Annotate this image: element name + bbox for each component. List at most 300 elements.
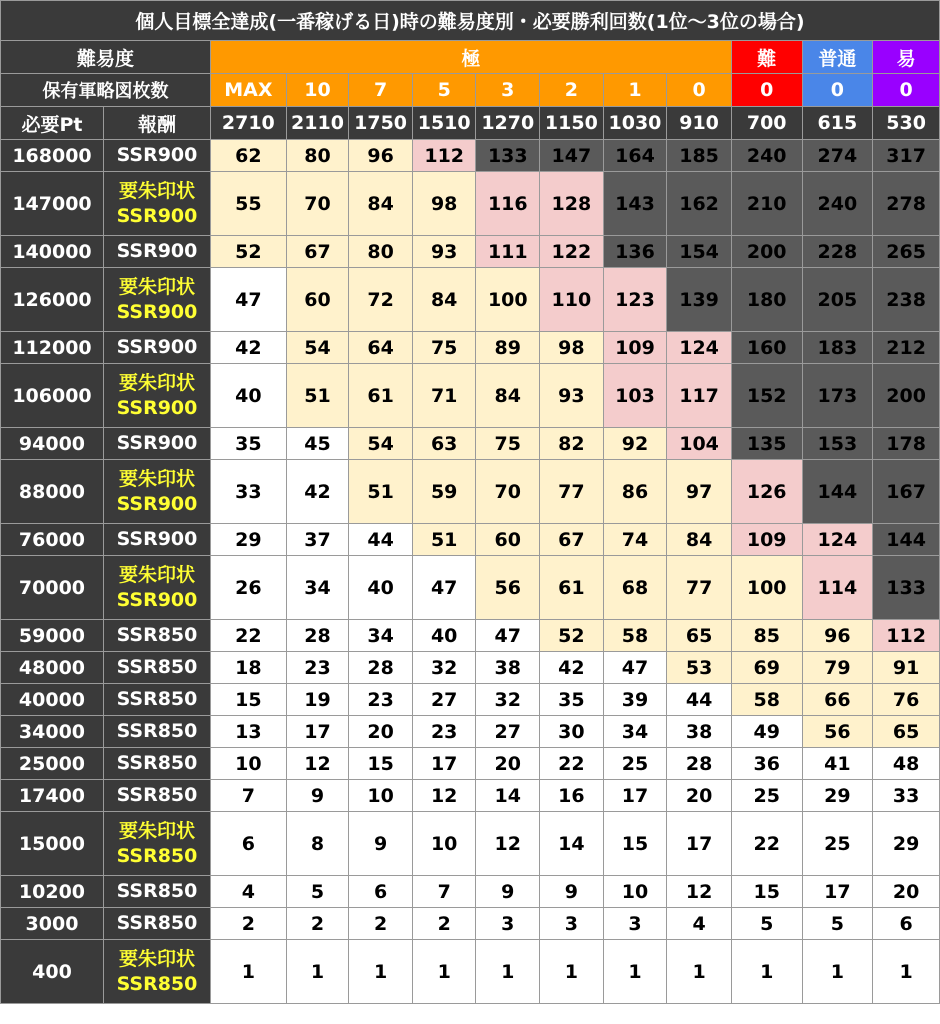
win-count-cell: 136 bbox=[603, 236, 667, 268]
points-cell: 700 bbox=[731, 107, 802, 140]
owned-cell: 0 bbox=[667, 74, 732, 107]
win-count-cell: 317 bbox=[873, 140, 940, 172]
win-count-cell: 75 bbox=[412, 332, 476, 364]
win-count-cell: 29 bbox=[210, 524, 286, 556]
reward-line: 要朱印状 bbox=[118, 179, 195, 202]
points-cell: 910 bbox=[667, 107, 732, 140]
win-count-cell: 18 bbox=[210, 652, 286, 684]
win-count-cell: 112 bbox=[873, 620, 940, 652]
win-count-cell: 58 bbox=[603, 620, 667, 652]
win-count-cell: 42 bbox=[540, 652, 604, 684]
win-count-cell: 12 bbox=[412, 780, 476, 812]
difficulty-row bbox=[1, 41, 940, 74]
win-count-cell: 71 bbox=[412, 364, 476, 428]
win-count-cell: 52 bbox=[540, 620, 604, 652]
win-count-cell: 12 bbox=[667, 876, 732, 908]
win-count-cell: 64 bbox=[349, 332, 413, 364]
win-count-cell: 178 bbox=[873, 428, 940, 460]
win-count-cell: 37 bbox=[286, 524, 349, 556]
owned-cell: 5 bbox=[412, 74, 476, 107]
win-count-cell: 65 bbox=[873, 716, 940, 748]
win-count-cell: 6 bbox=[873, 908, 940, 940]
table-row bbox=[1, 428, 940, 460]
reward-line: SSR900 bbox=[116, 432, 198, 454]
win-count-cell: 92 bbox=[603, 428, 667, 460]
win-count-cell: 28 bbox=[349, 652, 413, 684]
table-row bbox=[1, 716, 940, 748]
win-count-cell: 63 bbox=[412, 428, 476, 460]
win-count-cell: 200 bbox=[873, 364, 940, 428]
reward-cell bbox=[103, 236, 210, 268]
win-count-cell: 74 bbox=[603, 524, 667, 556]
win-count-cell: 52 bbox=[210, 236, 286, 268]
win-count-cell: 9 bbox=[286, 780, 349, 812]
win-count-cell: 116 bbox=[476, 172, 540, 236]
win-count-cell: 9 bbox=[349, 812, 413, 876]
reward-cell bbox=[103, 748, 210, 780]
win-count-cell: 44 bbox=[349, 524, 413, 556]
reward-cell bbox=[103, 364, 210, 428]
win-count-cell: 17 bbox=[286, 716, 349, 748]
win-count-cell: 47 bbox=[476, 620, 540, 652]
win-count-cell: 13 bbox=[210, 716, 286, 748]
win-count-cell: 110 bbox=[540, 268, 604, 332]
win-count-cell: 70 bbox=[286, 172, 349, 236]
win-count-cell: 55 bbox=[210, 172, 286, 236]
win-count-cell: 2 bbox=[286, 908, 349, 940]
owned-cell: 2 bbox=[540, 74, 604, 107]
reward-cell bbox=[103, 268, 210, 332]
win-count-cell: 29 bbox=[873, 812, 940, 876]
reward-line: SSR900 bbox=[116, 240, 198, 262]
win-count-cell: 67 bbox=[540, 524, 604, 556]
required-pt: 3000 bbox=[1, 908, 104, 940]
win-count-cell: 91 bbox=[873, 652, 940, 684]
reward-cell bbox=[103, 812, 210, 876]
reward-label: 報酬 bbox=[103, 107, 210, 140]
reward-line: SSR900 bbox=[116, 396, 198, 419]
win-count-cell: 109 bbox=[731, 524, 802, 556]
win-count-cell: 103 bbox=[603, 364, 667, 428]
table-row bbox=[1, 172, 940, 236]
win-count-cell: 89 bbox=[476, 332, 540, 364]
required-pt: 147000 bbox=[1, 172, 104, 236]
win-count-cell: 93 bbox=[540, 364, 604, 428]
win-count-cell: 36 bbox=[731, 748, 802, 780]
win-count-cell: 97 bbox=[667, 460, 732, 524]
required-pt: 112000 bbox=[1, 332, 104, 364]
win-count-cell: 42 bbox=[286, 460, 349, 524]
reward-line: 要朱印状 bbox=[118, 819, 195, 842]
reward-cell bbox=[103, 428, 210, 460]
win-count-cell: 22 bbox=[731, 812, 802, 876]
win-count-cell: 98 bbox=[540, 332, 604, 364]
win-count-cell: 38 bbox=[476, 652, 540, 684]
reward-cell bbox=[103, 172, 210, 236]
win-count-cell: 112 bbox=[412, 140, 476, 172]
win-count-cell: 6 bbox=[349, 876, 413, 908]
points-cell: 1510 bbox=[412, 107, 476, 140]
reward-line: SSR850 bbox=[116, 972, 198, 995]
win-count-cell: 153 bbox=[802, 428, 873, 460]
win-count-cell: 56 bbox=[476, 556, 540, 620]
required-pt: 25000 bbox=[1, 748, 104, 780]
reward-cell bbox=[103, 460, 210, 524]
win-count-cell: 154 bbox=[667, 236, 732, 268]
win-count-cell: 147 bbox=[540, 140, 604, 172]
win-count-cell: 20 bbox=[873, 876, 940, 908]
win-count-cell: 16 bbox=[540, 780, 604, 812]
win-count-cell: 45 bbox=[286, 428, 349, 460]
win-count-cell: 60 bbox=[476, 524, 540, 556]
win-count-cell: 47 bbox=[210, 268, 286, 332]
reward-line: SSR850 bbox=[116, 624, 198, 646]
required-pt: 17400 bbox=[1, 780, 104, 812]
win-count-cell: 17 bbox=[802, 876, 873, 908]
win-count-cell: 124 bbox=[802, 524, 873, 556]
win-count-cell: 1 bbox=[540, 940, 604, 1004]
difficulty-normal: 普通 bbox=[802, 41, 873, 74]
win-count-cell: 35 bbox=[210, 428, 286, 460]
win-count-cell: 17 bbox=[412, 748, 476, 780]
win-count-cell: 2 bbox=[349, 908, 413, 940]
win-count-cell: 9 bbox=[476, 876, 540, 908]
win-count-cell: 2 bbox=[210, 908, 286, 940]
win-count-cell: 84 bbox=[476, 364, 540, 428]
win-count-cell: 1 bbox=[873, 940, 940, 1004]
win-count-cell: 70 bbox=[476, 460, 540, 524]
win-count-cell: 23 bbox=[286, 652, 349, 684]
win-count-cell: 47 bbox=[603, 652, 667, 684]
win-count-cell: 5 bbox=[731, 908, 802, 940]
win-count-cell: 61 bbox=[540, 556, 604, 620]
points-cell: 1270 bbox=[476, 107, 540, 140]
win-count-cell: 1 bbox=[286, 940, 349, 1004]
owned-cell: 0 bbox=[731, 74, 802, 107]
win-count-cell: 3 bbox=[540, 908, 604, 940]
win-count-cell: 58 bbox=[731, 684, 802, 716]
points-cell: 2110 bbox=[286, 107, 349, 140]
reward-line: SSR850 bbox=[116, 784, 198, 806]
reward-line: SSR900 bbox=[116, 204, 198, 227]
win-count-cell: 123 bbox=[603, 268, 667, 332]
owned-label: 保有軍略図枚数 bbox=[1, 74, 211, 107]
win-count-cell: 200 bbox=[731, 236, 802, 268]
win-count-cell: 84 bbox=[412, 268, 476, 332]
reward-line: SSR900 bbox=[116, 528, 198, 550]
win-count-cell: 180 bbox=[731, 268, 802, 332]
required-pt: 400 bbox=[1, 940, 104, 1004]
win-count-cell: 28 bbox=[286, 620, 349, 652]
table-row bbox=[1, 236, 940, 268]
win-count-cell: 4 bbox=[210, 876, 286, 908]
reward-cell bbox=[103, 140, 210, 172]
win-count-cell: 17 bbox=[667, 812, 732, 876]
reward-line: SSR900 bbox=[116, 144, 198, 166]
win-count-cell: 14 bbox=[476, 780, 540, 812]
win-count-cell: 69 bbox=[731, 652, 802, 684]
win-count-cell: 51 bbox=[412, 524, 476, 556]
table-row bbox=[1, 812, 940, 876]
win-count-cell: 59 bbox=[412, 460, 476, 524]
table-row bbox=[1, 940, 940, 1004]
win-count-cell: 65 bbox=[667, 620, 732, 652]
win-count-cell: 3 bbox=[603, 908, 667, 940]
win-count-cell: 1 bbox=[349, 940, 413, 1004]
owned-row bbox=[1, 74, 940, 107]
win-count-cell: 265 bbox=[873, 236, 940, 268]
win-count-cell: 22 bbox=[210, 620, 286, 652]
reward-line: SSR850 bbox=[116, 880, 198, 902]
win-count-cell: 15 bbox=[603, 812, 667, 876]
win-count-cell: 47 bbox=[412, 556, 476, 620]
reward-cell bbox=[103, 556, 210, 620]
win-count-cell: 128 bbox=[540, 172, 604, 236]
points-cell: 615 bbox=[802, 107, 873, 140]
win-count-cell: 30 bbox=[540, 716, 604, 748]
table-row bbox=[1, 268, 940, 332]
difficulty-extreme: 極 bbox=[210, 41, 731, 74]
win-count-cell: 60 bbox=[286, 268, 349, 332]
win-count-cell: 4 bbox=[667, 908, 732, 940]
win-count-cell: 1 bbox=[802, 940, 873, 1004]
win-count-cell: 40 bbox=[349, 556, 413, 620]
win-count-cell: 79 bbox=[802, 652, 873, 684]
win-count-cell: 133 bbox=[873, 556, 940, 620]
win-count-cell: 111 bbox=[476, 236, 540, 268]
win-count-cell: 61 bbox=[349, 364, 413, 428]
owned-cell: 3 bbox=[476, 74, 540, 107]
win-count-cell: 15 bbox=[210, 684, 286, 716]
win-count-cell: 135 bbox=[731, 428, 802, 460]
required-pt: 70000 bbox=[1, 556, 104, 620]
win-count-cell: 185 bbox=[667, 140, 732, 172]
win-count-cell: 240 bbox=[731, 140, 802, 172]
win-count-cell: 126 bbox=[731, 460, 802, 524]
required-pt: 40000 bbox=[1, 684, 104, 716]
win-count-cell: 20 bbox=[349, 716, 413, 748]
win-count-cell: 12 bbox=[286, 748, 349, 780]
win-count-cell: 212 bbox=[873, 332, 940, 364]
owned-cell: 0 bbox=[802, 74, 873, 107]
reward-line: 要朱印状 bbox=[118, 563, 195, 586]
win-count-cell: 164 bbox=[603, 140, 667, 172]
win-count-cell: 33 bbox=[873, 780, 940, 812]
required-pt: 34000 bbox=[1, 716, 104, 748]
win-count-cell: 34 bbox=[286, 556, 349, 620]
win-count-cell: 100 bbox=[731, 556, 802, 620]
win-count-cell: 68 bbox=[603, 556, 667, 620]
win-count-cell: 34 bbox=[603, 716, 667, 748]
required-pt: 76000 bbox=[1, 524, 104, 556]
points-cell: 1150 bbox=[540, 107, 604, 140]
reward-cell bbox=[103, 332, 210, 364]
reward-line: 要朱印状 bbox=[118, 467, 195, 490]
win-count-cell: 85 bbox=[731, 620, 802, 652]
required-pt: 168000 bbox=[1, 140, 104, 172]
reward-cell bbox=[103, 684, 210, 716]
reward-line: SSR900 bbox=[116, 336, 198, 358]
required-pt: 126000 bbox=[1, 268, 104, 332]
win-count-cell: 1 bbox=[603, 940, 667, 1004]
win-count-cell: 62 bbox=[210, 140, 286, 172]
win-count-cell: 77 bbox=[540, 460, 604, 524]
table-row bbox=[1, 524, 940, 556]
win-count-cell: 15 bbox=[731, 876, 802, 908]
win-count-cell: 173 bbox=[802, 364, 873, 428]
reward-cell bbox=[103, 652, 210, 684]
win-count-cell: 19 bbox=[286, 684, 349, 716]
win-count-cell: 6 bbox=[210, 812, 286, 876]
win-count-cell: 84 bbox=[667, 524, 732, 556]
reward-line: 要朱印状 bbox=[118, 947, 195, 970]
difficulty-label: 難易度 bbox=[1, 41, 211, 74]
win-count-cell: 12 bbox=[476, 812, 540, 876]
points-cell: 2710 bbox=[210, 107, 286, 140]
win-count-cell: 8 bbox=[286, 812, 349, 876]
points-cell: 530 bbox=[873, 107, 940, 140]
reward-cell bbox=[103, 716, 210, 748]
reward-line: SSR850 bbox=[116, 752, 198, 774]
win-count-cell: 82 bbox=[540, 428, 604, 460]
table-row bbox=[1, 780, 940, 812]
win-count-cell: 162 bbox=[667, 172, 732, 236]
win-count-cell: 23 bbox=[412, 716, 476, 748]
win-count-cell: 44 bbox=[667, 684, 732, 716]
table-row bbox=[1, 140, 940, 172]
win-count-cell: 54 bbox=[286, 332, 349, 364]
win-count-cell: 228 bbox=[802, 236, 873, 268]
required-pt: 59000 bbox=[1, 620, 104, 652]
win-count-cell: 143 bbox=[603, 172, 667, 236]
win-count-cell: 34 bbox=[349, 620, 413, 652]
owned-cell: 10 bbox=[286, 74, 349, 107]
win-count-cell: 27 bbox=[476, 716, 540, 748]
reward-line: SSR850 bbox=[116, 656, 198, 678]
table-row bbox=[1, 556, 940, 620]
win-count-cell: 40 bbox=[412, 620, 476, 652]
win-count-cell: 183 bbox=[802, 332, 873, 364]
win-count-cell: 20 bbox=[667, 780, 732, 812]
win-count-cell: 20 bbox=[476, 748, 540, 780]
required-pt: 94000 bbox=[1, 428, 104, 460]
win-count-cell: 54 bbox=[349, 428, 413, 460]
win-count-cell: 27 bbox=[412, 684, 476, 716]
reward-line: SSR900 bbox=[116, 492, 198, 515]
reward-cell bbox=[103, 876, 210, 908]
win-count-cell: 1 bbox=[667, 940, 732, 1004]
reward-line: SSR850 bbox=[116, 912, 198, 934]
required-pt: 15000 bbox=[1, 812, 104, 876]
required-pt: 48000 bbox=[1, 652, 104, 684]
win-count-cell: 124 bbox=[667, 332, 732, 364]
win-count-cell: 109 bbox=[603, 332, 667, 364]
table-row bbox=[1, 876, 940, 908]
win-count-cell: 7 bbox=[210, 780, 286, 812]
table-row bbox=[1, 332, 940, 364]
owned-cell: 7 bbox=[349, 74, 413, 107]
win-count-cell: 1 bbox=[210, 940, 286, 1004]
win-count-cell: 122 bbox=[540, 236, 604, 268]
table-row bbox=[1, 364, 940, 428]
reward-line: 要朱印状 bbox=[118, 371, 195, 394]
reward-line: 要朱印状 bbox=[118, 275, 195, 298]
win-count-cell: 98 bbox=[412, 172, 476, 236]
win-count-cell: 210 bbox=[731, 172, 802, 236]
win-count-cell: 10 bbox=[603, 876, 667, 908]
owned-cell: 1 bbox=[603, 74, 667, 107]
win-count-cell: 160 bbox=[731, 332, 802, 364]
reward-line: SSR900 bbox=[116, 300, 198, 323]
win-count-cell: 17 bbox=[603, 780, 667, 812]
win-count-cell: 238 bbox=[873, 268, 940, 332]
win-count-cell: 5 bbox=[802, 908, 873, 940]
reward-cell bbox=[103, 780, 210, 812]
win-count-cell: 15 bbox=[349, 748, 413, 780]
win-count-cell: 205 bbox=[802, 268, 873, 332]
table-row bbox=[1, 748, 940, 780]
win-count-cell: 133 bbox=[476, 140, 540, 172]
win-count-cell: 144 bbox=[802, 460, 873, 524]
win-count-cell: 114 bbox=[802, 556, 873, 620]
win-count-cell: 77 bbox=[667, 556, 732, 620]
win-count-cell: 53 bbox=[667, 652, 732, 684]
win-count-cell: 56 bbox=[802, 716, 873, 748]
win-count-cell: 93 bbox=[412, 236, 476, 268]
win-count-cell: 3 bbox=[476, 908, 540, 940]
reward-line: SSR850 bbox=[116, 720, 198, 742]
win-count-cell: 26 bbox=[210, 556, 286, 620]
points-cell: 1030 bbox=[603, 107, 667, 140]
required-pt: 88000 bbox=[1, 460, 104, 524]
win-count-cell: 10 bbox=[412, 812, 476, 876]
owned-cell: MAX bbox=[210, 74, 286, 107]
win-count-cell: 25 bbox=[802, 812, 873, 876]
required-pt: 106000 bbox=[1, 364, 104, 428]
win-count-cell: 152 bbox=[731, 364, 802, 428]
win-count-cell: 28 bbox=[667, 748, 732, 780]
win-count-cell: 1 bbox=[476, 940, 540, 1004]
win-count-cell: 139 bbox=[667, 268, 732, 332]
reward-line: SSR850 bbox=[116, 688, 198, 710]
table-row bbox=[1, 684, 940, 716]
win-count-cell: 29 bbox=[802, 780, 873, 812]
points-cell: 1750 bbox=[349, 107, 413, 140]
win-count-cell: 38 bbox=[667, 716, 732, 748]
reward-cell bbox=[103, 524, 210, 556]
win-count-cell: 32 bbox=[476, 684, 540, 716]
difficulty-hard: 難 bbox=[731, 41, 802, 74]
win-count-cell: 96 bbox=[349, 140, 413, 172]
win-count-cell: 274 bbox=[802, 140, 873, 172]
win-count-cell: 96 bbox=[802, 620, 873, 652]
pt-label: 必要Pt bbox=[1, 107, 104, 140]
reward-line: SSR850 bbox=[116, 844, 198, 867]
win-count-cell: 35 bbox=[540, 684, 604, 716]
table-title: 個人目標全達成(一番稼げる日)時の難易度別・必要勝利回数(1位〜3位の場合) bbox=[1, 1, 940, 41]
win-count-cell: 117 bbox=[667, 364, 732, 428]
win-count-cell: 80 bbox=[349, 236, 413, 268]
win-count-cell: 72 bbox=[349, 268, 413, 332]
win-count-cell: 1 bbox=[412, 940, 476, 1004]
difficulty-easy: 易 bbox=[873, 41, 940, 74]
win-count-cell: 40 bbox=[210, 364, 286, 428]
points-row bbox=[1, 107, 940, 140]
win-count-cell: 32 bbox=[412, 652, 476, 684]
reward-line: SSR900 bbox=[116, 588, 198, 611]
win-count-cell: 22 bbox=[540, 748, 604, 780]
win-count-cell: 104 bbox=[667, 428, 732, 460]
